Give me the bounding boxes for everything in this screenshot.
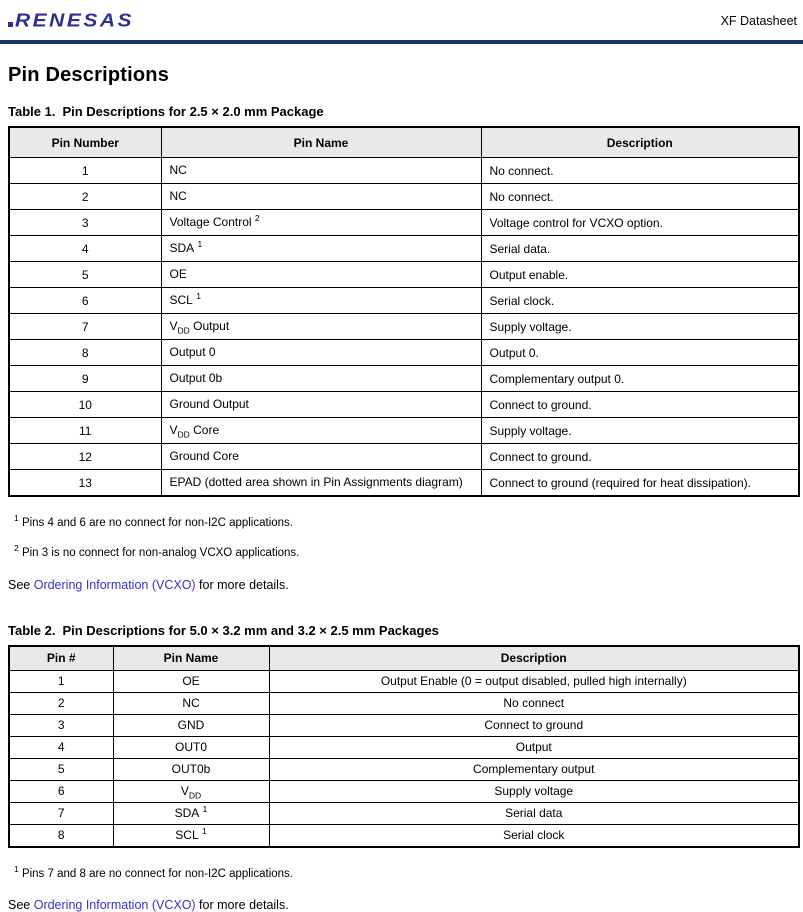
see-line-post: for more details. bbox=[195, 577, 289, 592]
pin-description-cell: No connect. bbox=[481, 184, 799, 210]
pin-descriptions-table-1 bbox=[8, 126, 800, 497]
table-row bbox=[9, 444, 799, 470]
pin-description-cell: No connect. bbox=[481, 158, 799, 184]
column-header-pin-name: Pin Name bbox=[113, 646, 269, 671]
footnote-marker: 2 bbox=[14, 542, 19, 553]
see-line-pre: See bbox=[8, 577, 34, 592]
pin-number-cell: 7 bbox=[9, 802, 113, 824]
column-header-pin-name: Pin Name bbox=[161, 127, 481, 158]
see-more-line bbox=[8, 898, 803, 912]
pin-name-cell: SDA $^1$ bbox=[113, 802, 269, 824]
table-row bbox=[9, 714, 799, 736]
ordering-information-link[interactable]: Ordering Information (VCXO) bbox=[33, 898, 196, 912]
pin-name-cell: GND bbox=[113, 714, 269, 736]
pin-description-cell: Output enable. bbox=[481, 262, 799, 288]
footnote-text: Pins 4 and 6 are no connect for non-I2C applications. bbox=[21, 516, 293, 529]
pin-number-cell: 6 bbox=[9, 288, 161, 314]
pin-number-cell: 13 bbox=[9, 470, 161, 497]
pin-number-cell: 8 bbox=[9, 824, 113, 847]
table1-caption bbox=[8, 104, 803, 119]
table-row bbox=[9, 758, 799, 780]
ordering-information-link[interactable]: Ordering Information (VCXO) bbox=[33, 577, 196, 592]
pin-name-cell: OE bbox=[113, 670, 269, 692]
pin-description-cell: Supply voltage. bbox=[481, 418, 799, 444]
pin-name-cell: SCL $^1$ bbox=[113, 824, 269, 847]
footnote-marker: 1 bbox=[14, 513, 19, 523]
table1-caption-text: Pin Descriptions for 2.5 × 2.0 mm Package bbox=[62, 104, 324, 119]
table-row bbox=[9, 824, 799, 847]
logo-square-icon bbox=[8, 22, 13, 27]
pin-name-cell: OE bbox=[161, 262, 481, 288]
column-header-description: Description bbox=[269, 646, 799, 671]
pin-number-cell: 11 bbox=[9, 418, 161, 444]
table-row bbox=[9, 780, 799, 802]
pin-name-cell: SDA $^1$ bbox=[161, 236, 481, 262]
pin-name-cell: NC bbox=[161, 158, 481, 184]
pin-descriptions-table-2 bbox=[8, 645, 800, 848]
page-title: Pin Descriptions bbox=[8, 64, 170, 86]
see-more-line bbox=[8, 578, 803, 592]
pin-description-cell: Output 0. bbox=[481, 340, 799, 366]
footnote bbox=[14, 506, 803, 536]
table2-caption bbox=[8, 623, 803, 638]
table1-footnotes bbox=[14, 506, 803, 566]
table1-caption-label: Table 1. bbox=[8, 104, 56, 119]
pin-description-cell: Output Enable (0 = output disabled, pulled high internally) bbox=[269, 670, 799, 692]
document-title: XF Datasheet bbox=[720, 14, 797, 28]
pin-number-cell: 4 bbox=[9, 736, 113, 758]
pin-number-cell: 7 bbox=[9, 314, 161, 340]
page-header bbox=[0, 0, 803, 40]
pin-description-cell: Serial data bbox=[269, 802, 799, 824]
table2-footnotes bbox=[14, 857, 803, 887]
pin-name-cell: Output 0b bbox=[161, 366, 481, 392]
pin-description-cell: Supply voltage. bbox=[481, 314, 799, 340]
table-row bbox=[9, 692, 799, 714]
pin-number-cell: 2 bbox=[9, 692, 113, 714]
table-row bbox=[9, 392, 799, 418]
pin-description-cell: Connect to ground bbox=[269, 714, 799, 736]
table-row bbox=[9, 418, 799, 444]
pin-number-cell: 10 bbox=[9, 392, 161, 418]
pin-name-cell: EPAD (dotted area shown in Pin Assignments diagram) bbox=[161, 470, 481, 497]
pin-description-cell: Supply voltage bbox=[269, 780, 799, 802]
pin-name-cell: OUT0 bbox=[113, 736, 269, 758]
table-row bbox=[9, 470, 799, 497]
pin-description-cell: No connect bbox=[269, 692, 799, 714]
logo-text: RENESAS bbox=[15, 10, 135, 31]
footnote-text: Pins 7 and 8 are no connect for non-I2C applications. bbox=[21, 867, 293, 880]
pin-number-cell: 12 bbox=[9, 444, 161, 470]
table-row bbox=[9, 236, 799, 262]
pin-number-cell: 3 bbox=[9, 714, 113, 736]
pin-name-cell: NC bbox=[161, 184, 481, 210]
pin-name-cell: $V_{DD}$ bbox=[113, 780, 269, 802]
see-line-post: for more details. bbox=[195, 898, 289, 912]
footnote bbox=[14, 536, 803, 566]
pin-number-cell: 8 bbox=[9, 340, 161, 366]
footnote-marker: 1 bbox=[14, 863, 19, 874]
table-row bbox=[9, 802, 799, 824]
pin-description-cell: Serial data. bbox=[481, 236, 799, 262]
pin-name-cell: OUT0b bbox=[113, 758, 269, 780]
pin-description-cell: Complementary output bbox=[269, 758, 799, 780]
pin-description-cell: Complementary output 0. bbox=[481, 366, 799, 392]
pin-number-cell: 5 bbox=[9, 758, 113, 780]
pin-name-cell: Output 0 bbox=[161, 340, 481, 366]
pin-number-cell: 1 bbox=[9, 670, 113, 692]
table-row bbox=[9, 210, 799, 236]
pin-number-cell: 9 bbox=[9, 366, 161, 392]
pin-name-cell: $V_{DD}$ Output bbox=[161, 314, 481, 340]
table2-caption-label: Table 2. bbox=[8, 622, 56, 638]
pin-number-cell: 1 bbox=[9, 158, 161, 184]
pin-number-cell: 2 bbox=[9, 184, 161, 210]
pin-name-cell: NC bbox=[113, 692, 269, 714]
table-row bbox=[9, 670, 799, 692]
table-row bbox=[9, 262, 799, 288]
pin-number-cell: 4 bbox=[9, 236, 161, 262]
table-row bbox=[9, 736, 799, 758]
table2-caption-text: Pin Descriptions for 5.0 × 3.2 mm and 3.2 × 2.5 mm Packages bbox=[62, 622, 439, 638]
column-header-description: Description bbox=[481, 127, 799, 158]
pin-description-cell: Connect to ground. bbox=[481, 392, 799, 418]
pin-name-cell: Ground Core bbox=[161, 444, 481, 470]
table-row bbox=[9, 288, 799, 314]
table-row bbox=[9, 158, 799, 184]
pin-name-cell: Ground Output bbox=[161, 392, 481, 418]
table-row bbox=[9, 184, 799, 210]
header-rule bbox=[0, 40, 803, 44]
column-header-pin-number: Pin # bbox=[9, 646, 113, 671]
table-row bbox=[9, 366, 799, 392]
pin-description-cell: Serial clock. bbox=[481, 288, 799, 314]
renesas-logo bbox=[8, 9, 134, 33]
pin-description-cell: Connect to ground. bbox=[481, 444, 799, 470]
pin-number-cell: 6 bbox=[9, 780, 113, 802]
pin-name-cell: SCL $^1$ bbox=[161, 288, 481, 314]
pin-name-cell: Voltage Control $^2$ bbox=[161, 210, 481, 236]
table-row bbox=[9, 340, 799, 366]
footnote-text: Pin 3 is no connect for non-analog VCXO applications. bbox=[21, 546, 300, 559]
pin-description-cell: Output bbox=[269, 736, 799, 758]
see-line-pre: See bbox=[8, 898, 34, 912]
table1-header-row bbox=[9, 127, 799, 158]
pin-number-cell: 3 bbox=[9, 210, 161, 236]
pin-description-cell: Voltage control for VCXO option. bbox=[481, 210, 799, 236]
table-row bbox=[9, 314, 799, 340]
table2-header-row bbox=[9, 646, 799, 671]
pin-number-cell: 5 bbox=[9, 262, 161, 288]
pin-description-cell: Connect to ground (required for heat dissipation). bbox=[481, 470, 799, 497]
column-header-pin-number: Pin Number bbox=[9, 127, 161, 158]
pin-name-cell: $V_{DD}$ Core bbox=[161, 418, 481, 444]
pin-description-cell: Serial clock bbox=[269, 824, 799, 847]
footnote bbox=[14, 857, 803, 887]
